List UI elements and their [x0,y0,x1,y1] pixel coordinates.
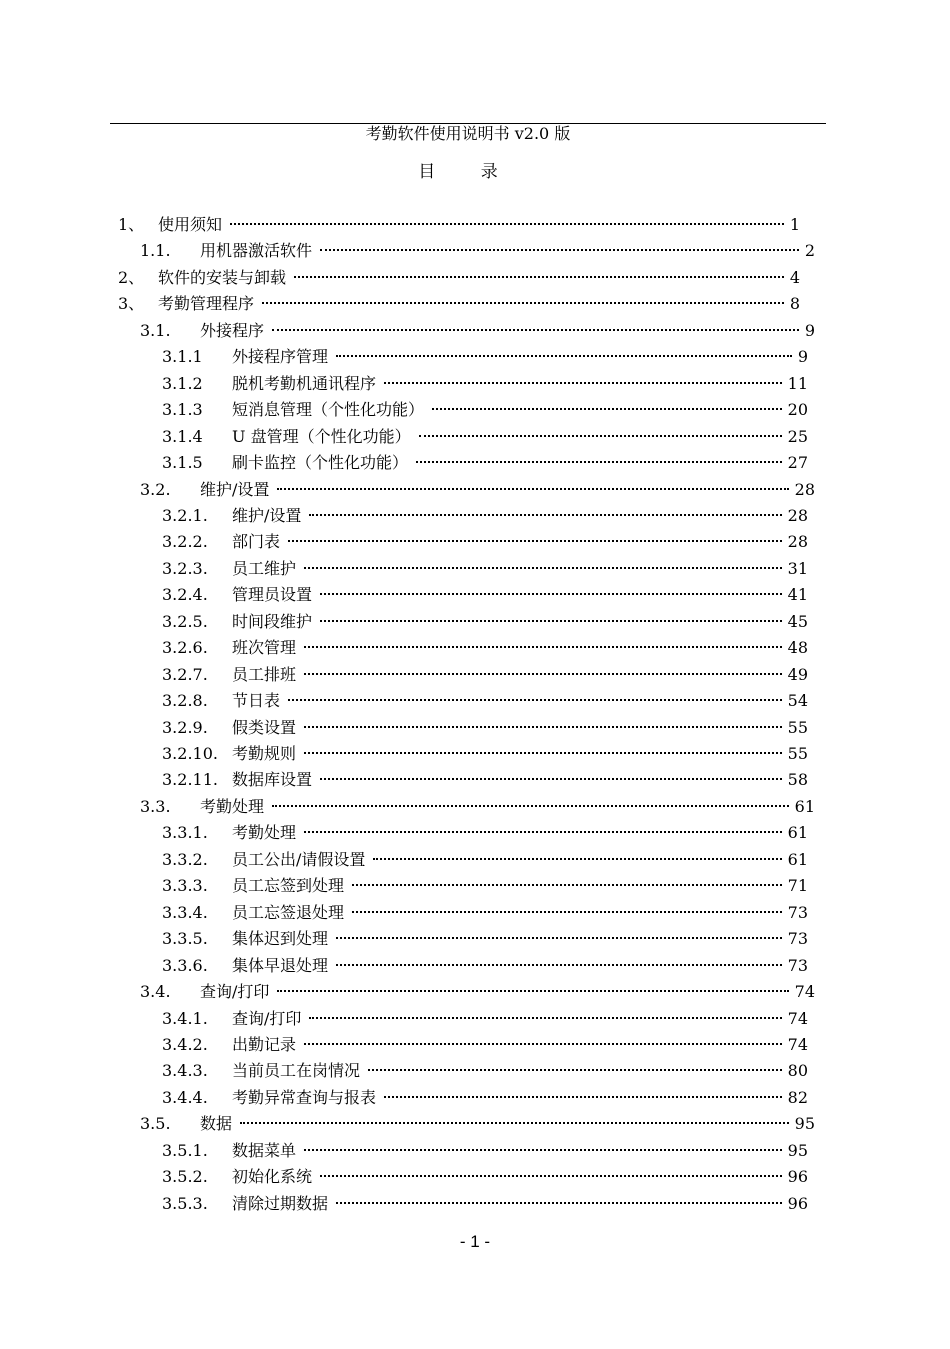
toc-entry-title: 考勤处理 [232,823,297,843]
toc-entry[interactable] [162,556,808,582]
toc-entry-number: 3.1. [140,320,171,340]
toc-entry-page: 55 [787,717,808,737]
toc-entry-number: 3.2.10. [162,744,218,763]
toc-entry[interactable] [162,1191,808,1217]
toc-dot-leader [309,1017,781,1019]
toc-entry-number: 3.1.1 [162,347,203,367]
toc-entry-page: 49 [787,664,808,684]
toc-entry-title: 用机器激活软件 [200,241,313,261]
toc-entry-title: 查询/打印 [232,1008,302,1028]
toc-entry-title: 短消息管理（个性化功能） [232,400,425,420]
toc-entry[interactable] [162,529,808,555]
toc-entry[interactable] [162,662,808,688]
toc-dot-leader [262,302,784,304]
toc-dot-leader [272,805,789,807]
toc-entry-page: 11 [787,373,808,393]
toc-entry-title: 维护/设置 [232,505,302,525]
toc-entry-number: 3.2.1. [162,505,208,525]
toc-entry-page: 58 [787,770,808,790]
toc-entry-page: 28 [787,505,808,525]
toc-entry[interactable] [162,873,808,899]
toc-entry[interactable] [162,635,808,661]
toc-entry-number: 3.4.1. [162,1008,208,1028]
toc-entry-number: 3.4. [140,982,171,1002]
toc-entry-page: 82 [787,1087,808,1107]
toc-entry-number: 3.4.3. [162,1061,208,1081]
toc-entry-number: 3.1.2 [162,373,203,393]
toc-entry-page: 74 [794,982,815,1002]
toc-entry-number: 3.1.3 [162,400,203,420]
toc-entry[interactable] [162,424,808,450]
toc-entry-title: 员工公出/请假设置 [232,849,366,869]
toc-entry-title: 班次管理 [232,638,297,658]
toc-entry-page: 61 [787,823,808,843]
toc-entry-title: 维护/设置 [200,479,270,499]
toc-entry-title: U 盘管理（个性化功能） [232,426,411,446]
toc-entry[interactable] [140,238,815,264]
toc-dot-leader [240,1122,789,1124]
toc-dot-leader [288,699,782,701]
toc-dot-leader [304,567,782,569]
toc-entry-page: 28 [794,479,815,499]
toc-entry-page: 45 [787,611,808,631]
toc-entry-number: 3.2.9. [162,717,208,737]
toc-entry-number: 3.2.5. [162,611,208,631]
toc-entry[interactable] [162,847,808,873]
toc-entry-page: 1 [789,215,800,234]
toc-entry-page: 71 [787,876,808,896]
toc-entry-page: 9 [804,320,815,340]
toc-dot-leader [304,646,782,648]
toc-entry-page: 48 [787,638,808,658]
toc-entry-number: 3.2. [140,479,171,499]
toc-entry-number: 2、 [118,267,145,287]
toc-entry-title: 员工排班 [232,664,297,684]
toc-entry-title: 数据菜单 [232,1140,297,1160]
toc-entry-title: 数据 [200,1114,233,1134]
toc-entry-title: 刷卡监控（个性化功能） [232,453,409,473]
toc-entry-number: 3.2.2. [162,532,208,552]
toc-dot-leader [416,461,782,463]
toc-dot-leader [288,540,782,542]
toc-entry-title: 员工维护 [232,558,297,578]
toc-dot-leader [272,329,799,331]
toc-entry-page: 28 [787,532,808,552]
toc-entry-title: 假类设置 [232,717,297,737]
toc-entry-number: 3.3.2. [162,849,208,869]
toc-dot-leader [320,778,782,780]
toc-entry[interactable] [118,212,800,238]
toc-entry-number: 3.3.4. [162,902,208,922]
toc-entry-number: 3.5. [140,1114,171,1134]
toc-entry-number: 1.1. [140,241,171,261]
toc-entry-page: 73 [787,929,808,949]
toc-entry[interactable] [140,318,815,344]
toc-dot-leader [336,964,782,966]
toc-entry-title: 出勤记录 [232,1034,297,1054]
toc-dot-leader [304,726,782,728]
toc-dot-leader [373,858,781,860]
toc-entry[interactable] [162,503,808,529]
toc-entry-number: 3.4.2. [162,1034,208,1054]
toc-dot-leader [336,355,792,357]
toc-entry-number: 3.2.7. [162,664,208,684]
toc-dot-leader [304,673,782,675]
toc-entry[interactable] [162,371,808,397]
toc-entry-title: 外接程序管理 [232,347,329,367]
toc-entry-title: 考勤异常查询与报表 [232,1087,377,1107]
toc-dot-leader [384,1096,782,1098]
toc-entry[interactable] [162,397,808,423]
toc-entry-number: 3.1.5 [162,453,203,473]
toc-entry-title: 员工忘签退处理 [232,902,345,922]
toc-entry-page: 61 [787,849,808,869]
toc-entry[interactable] [162,1085,808,1111]
toc-entry-page: 41 [787,585,808,605]
toc-entry[interactable] [162,1032,808,1058]
toc-entry[interactable] [162,450,808,476]
toc-entry-title: 考勤处理 [200,796,265,816]
toc-entry[interactable] [162,1006,808,1032]
document-header: 考勤软件使用说明书 v2.0 版 [365,124,571,143]
toc-dot-leader [277,488,788,490]
toc-entry[interactable] [140,1111,815,1137]
toc-dot-leader [336,937,782,939]
toc-entry[interactable] [162,741,808,767]
toc-dot-leader [277,990,788,992]
toc-entry-number: 3.5.1. [162,1140,208,1160]
toc-dot-leader [304,1043,782,1045]
toc-entry[interactable] [162,344,808,370]
toc-entry-title: 集体早退处理 [232,955,329,975]
toc-entry-page: 74 [787,1008,808,1028]
toc-entry-page: 95 [794,1114,815,1134]
toc-entry[interactable] [162,953,808,979]
toc-entry-number: 3.3. [140,796,171,816]
toc-entry-number: 1、 [118,215,145,234]
toc-entry-number: 3.2.11. [162,770,218,790]
toc-entry-page: 96 [787,1167,808,1187]
toc-entry-number: 3、 [118,294,145,314]
toc-entry-page: 27 [787,453,808,473]
toc-entry-title: 节日表 [232,691,281,711]
toc-entry-title: 使用须知 [158,215,223,234]
page-number-footer: - 1 - [459,1232,491,1251]
toc-entry-title: 管理员设置 [232,585,313,605]
toc-entry-page: 55 [787,744,808,763]
toc-entry[interactable] [162,1164,808,1190]
toc-dot-leader [419,435,782,437]
toc-entry[interactable] [162,1138,808,1164]
toc-entry-title: 软件的安装与卸载 [158,267,287,287]
toc-title: 目 录 [418,162,518,182]
toc-entry-page: 61 [794,796,815,816]
toc-entry-number: 3.2.3. [162,558,208,578]
toc-entry-title: 脱机考勤机通讯程序 [232,373,377,393]
toc-entry-title: 外接程序 [200,320,265,340]
toc-entry[interactable] [162,609,808,635]
toc-entry-number: 3.3.6. [162,955,208,975]
toc-entry-number: 3.5.3. [162,1193,208,1213]
toc-entry-page: 73 [787,955,808,975]
toc-entry-number: 3.3.3. [162,876,208,896]
toc-entry-number: 3.2.6. [162,638,208,658]
toc-entry-page: 31 [787,558,808,578]
toc-dot-leader [309,514,781,516]
toc-entry[interactable] [118,291,800,317]
toc-entry[interactable] [162,926,808,952]
toc-entry-title: 集体迟到处理 [232,929,329,949]
toc-entry-number: 3.1.4 [162,426,203,446]
toc-entry-title: 考勤管理程序 [158,294,255,314]
toc-entry-title: 初始化系统 [232,1167,313,1187]
toc-entry[interactable] [162,900,808,926]
toc-entry-number: 3.2.4. [162,585,208,605]
toc-entry-page: 20 [787,400,808,420]
toc-entry-title: 查询/打印 [200,982,270,1002]
toc-entry-page: 80 [787,1061,808,1081]
toc-dot-leader [320,620,782,622]
toc-entry-page: 2 [804,241,815,261]
toc-dot-leader [294,276,784,278]
toc-entry[interactable] [118,265,800,291]
toc-entry-number: 3.2.8. [162,691,208,711]
toc-entry-number: 3.5.2. [162,1167,208,1187]
toc-dot-leader [336,1202,782,1204]
toc-entry-title: 考勤规则 [232,744,297,763]
toc-entry[interactable] [162,688,808,714]
toc-dot-leader [320,249,799,251]
toc-entry-page: 9 [797,347,808,367]
toc-entry-title: 清除过期数据 [232,1193,329,1213]
toc-dot-leader [230,223,784,225]
toc-entry-title: 员工忘签到处理 [232,876,345,896]
toc-dot-leader [304,831,782,833]
toc-entry[interactable] [162,820,808,846]
toc-entry-title: 时间段维护 [232,611,313,631]
toc-entry-page: 4 [789,267,800,287]
toc-dot-leader [320,593,782,595]
toc-dot-leader [432,408,782,410]
toc-entry[interactable] [162,582,808,608]
toc-dot-leader [304,752,782,754]
toc-entry-page: 95 [787,1140,808,1160]
toc-dot-leader [384,382,782,384]
toc-entry-number: 3.3.5. [162,929,208,949]
toc-entry[interactable] [140,477,815,503]
toc-entry-page: 73 [787,902,808,922]
toc-entry[interactable] [162,715,808,741]
toc-entry[interactable] [140,979,815,1005]
toc-dot-leader [304,1149,782,1151]
toc-entry-title: 部门表 [232,532,281,552]
toc-dot-leader [352,911,782,913]
toc-dot-leader [352,884,782,886]
toc-entry-number: 3.4.4. [162,1087,208,1107]
toc-entry[interactable] [162,1058,808,1084]
toc-dot-leader [320,1175,782,1177]
toc-entry-page: 74 [787,1034,808,1054]
toc-entry[interactable] [140,794,815,820]
toc-entry-title: 数据库设置 [232,770,313,790]
toc-entry[interactable] [162,767,808,793]
toc-dot-leader [368,1069,782,1071]
toc-entry-title: 当前员工在岗情况 [232,1061,361,1081]
toc-entry-page: 96 [787,1193,808,1213]
toc-entry-page: 25 [787,426,808,446]
toc-entry-number: 3.3.1. [162,823,208,843]
toc-entry-page: 8 [789,294,800,314]
toc-entry-page: 54 [787,691,808,711]
